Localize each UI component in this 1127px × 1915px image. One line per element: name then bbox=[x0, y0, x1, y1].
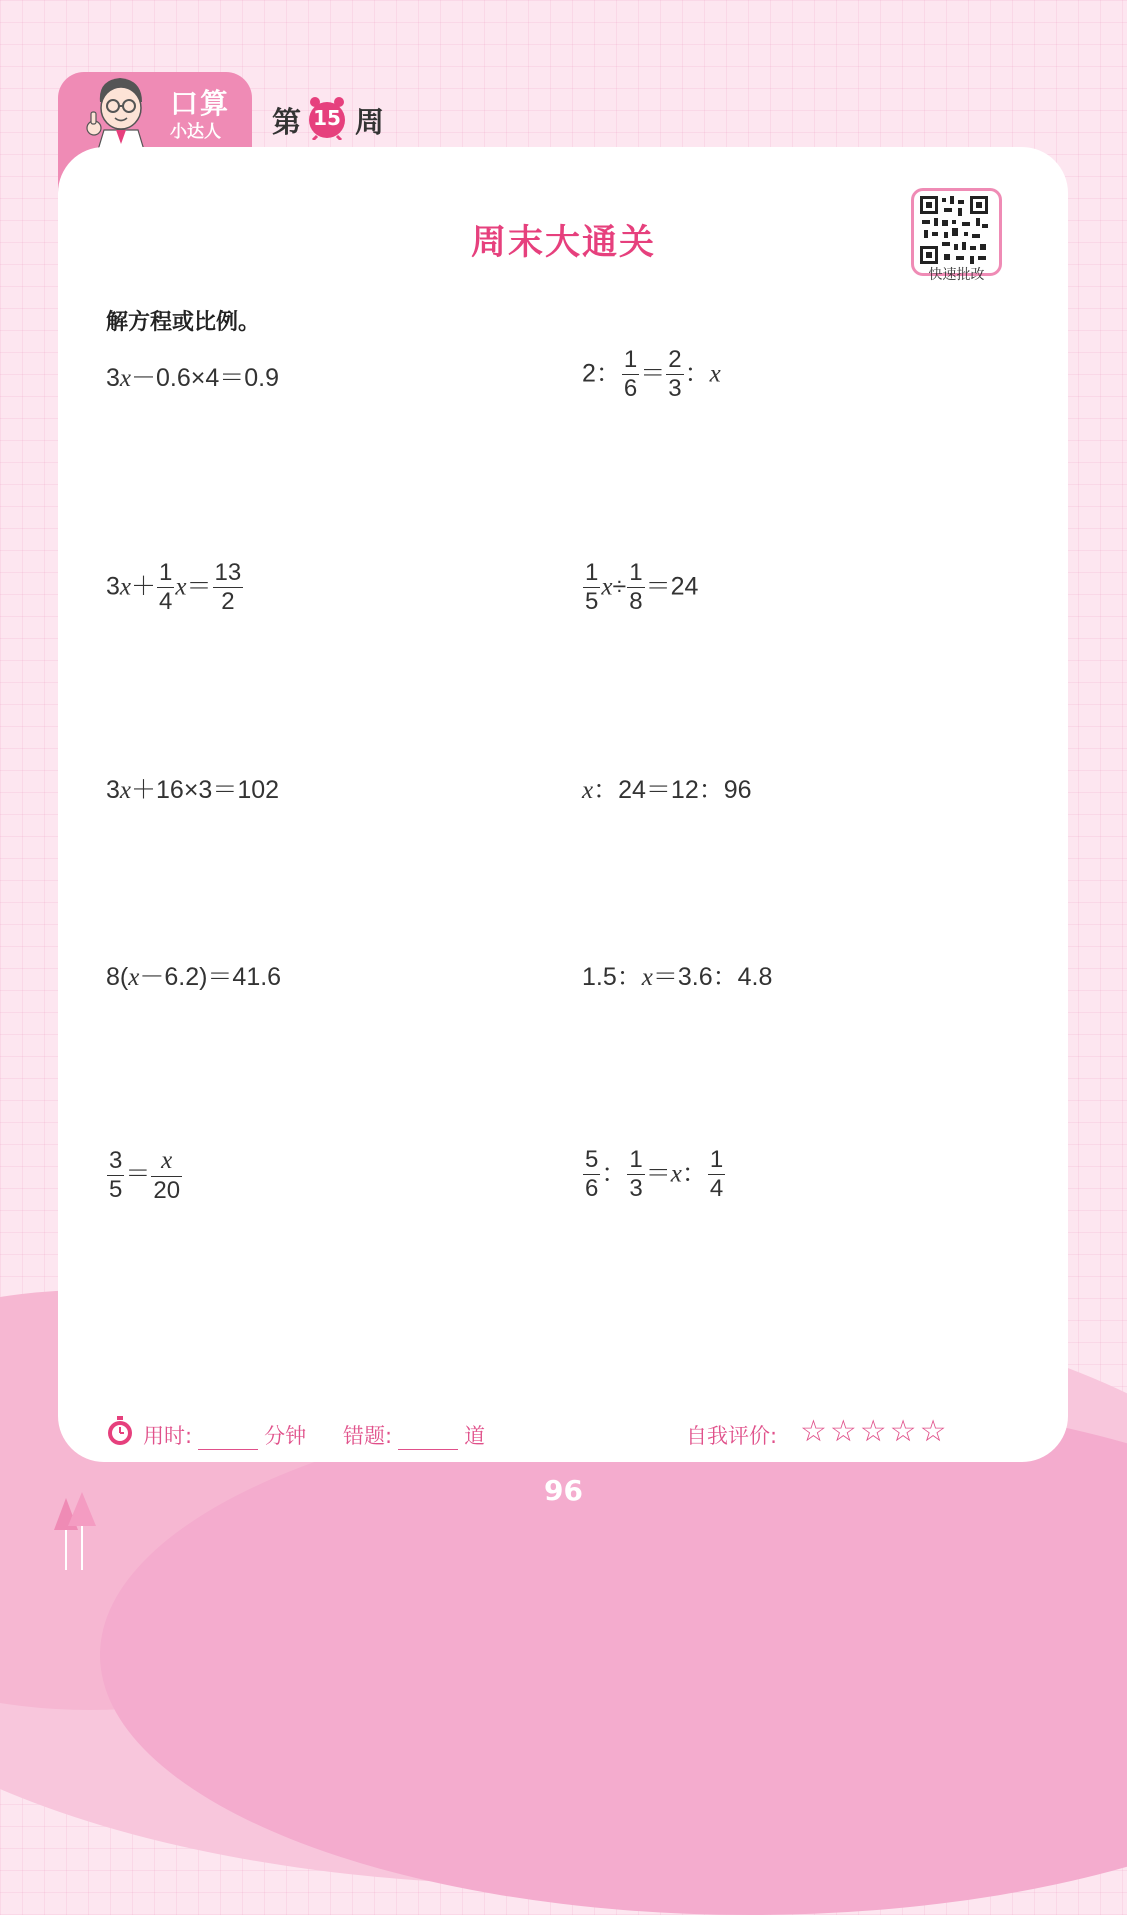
equation-text: ＋ bbox=[131, 572, 157, 601]
equation-4 bbox=[582, 560, 698, 616]
fraction: $\frac{1}{4}$ bbox=[709, 1146, 724, 1203]
equation-7 bbox=[106, 965, 281, 990]
equation-5 bbox=[106, 778, 279, 803]
equation-text: 1.5： bbox=[582, 963, 642, 991]
equation-text: 3 bbox=[106, 776, 120, 804]
equation-text: 8( bbox=[106, 963, 129, 991]
variable-x: x bbox=[119, 573, 132, 601]
fraction: $\frac{5}{6}$ bbox=[585, 1146, 599, 1203]
fraction: $\frac{1}{5}$ bbox=[585, 559, 599, 616]
equation-text: ：24＝12：96 bbox=[593, 776, 752, 804]
equation-text: ： bbox=[681, 1159, 707, 1188]
week-suffix: 周 bbox=[355, 105, 385, 139]
equation-text: 3 bbox=[106, 364, 120, 392]
errors-blank[interactable] bbox=[398, 1431, 458, 1450]
equation-text: 2： bbox=[582, 359, 621, 388]
equation-text: 3 bbox=[106, 572, 120, 601]
equation-10 bbox=[582, 1147, 726, 1203]
rating-stars[interactable]: ☆☆☆☆☆ bbox=[800, 1414, 950, 1449]
fraction: $\frac{1}{3}$ bbox=[629, 1146, 643, 1203]
time-label: 用时: bbox=[143, 1424, 193, 1448]
equation-6 bbox=[582, 778, 752, 803]
variable-x: x bbox=[670, 1160, 682, 1188]
variable-x: x bbox=[119, 777, 132, 804]
qr-code-icon[interactable] bbox=[918, 194, 990, 266]
equation-text: ： bbox=[684, 359, 710, 388]
variable-x: x bbox=[601, 573, 613, 601]
variable-x: x bbox=[709, 360, 721, 388]
equation-text: ＋16×3＝102 bbox=[131, 776, 280, 804]
fraction: $\frac{1}{4}$ bbox=[159, 559, 173, 616]
errors-label: 错题: bbox=[343, 1424, 393, 1448]
page-number: 96 bbox=[544, 1474, 583, 1507]
fraction: $\frac{1}{8}$ bbox=[629, 559, 643, 616]
equation-text: ＝ bbox=[186, 572, 212, 601]
variable-x: x bbox=[175, 573, 187, 601]
equation-8 bbox=[582, 965, 772, 990]
worksheet-card bbox=[58, 147, 1068, 1462]
equation-text: ＝3.6：4.8 bbox=[652, 963, 773, 991]
brand-title: 口算 bbox=[170, 87, 231, 120]
fraction: $\frac{13}{2}$ bbox=[214, 559, 242, 616]
variable-x: x bbox=[582, 777, 594, 804]
variable-x: x bbox=[119, 365, 132, 392]
equation-text: －0.6×4＝0.9 bbox=[131, 364, 280, 392]
equation-text: ＝ bbox=[125, 1160, 151, 1189]
qr-label: 快速批改 bbox=[928, 267, 985, 283]
instruction: 解方程或比例。 bbox=[106, 310, 261, 335]
fraction: $\frac{3}{5}$ bbox=[109, 1146, 123, 1203]
time-field bbox=[143, 1420, 306, 1450]
equation-text: ＝24 bbox=[645, 572, 699, 601]
self-eval-label: 自我评价: bbox=[686, 1424, 778, 1448]
equation-2 bbox=[582, 347, 721, 403]
errors-unit: 道 bbox=[464, 1424, 486, 1448]
time-unit: 分钟 bbox=[264, 1424, 307, 1448]
equation-1 bbox=[106, 366, 279, 391]
equation-3 bbox=[106, 560, 244, 616]
fraction: $\frac{1}{6}$ bbox=[623, 346, 638, 403]
stopwatch-icon bbox=[106, 1416, 134, 1446]
variable-x: x bbox=[128, 964, 140, 991]
week-number: 15 bbox=[313, 106, 341, 130]
equation-text: ＝ bbox=[645, 1159, 671, 1188]
week-prefix: 第 bbox=[272, 105, 302, 139]
equation-text: －6.2)＝41.6 bbox=[139, 963, 282, 991]
equation-text: ÷ bbox=[612, 572, 627, 601]
fraction: $\frac{2}{3}$ bbox=[668, 346, 682, 403]
equation-text: ： bbox=[601, 1159, 627, 1188]
time-blank[interactable] bbox=[198, 1431, 258, 1450]
errors-field bbox=[343, 1420, 485, 1450]
page-title: 周末大通关 bbox=[470, 223, 656, 263]
variable-x: x bbox=[641, 964, 653, 991]
equation-text: ＝ bbox=[640, 359, 666, 388]
brand-subtitle: 小达人 bbox=[170, 122, 221, 142]
mascot-icon bbox=[80, 74, 162, 150]
equation-9 bbox=[106, 1147, 183, 1204]
fraction: $\frac{x}{20}$ bbox=[153, 1147, 181, 1204]
variable-x: x bbox=[161, 1147, 173, 1174]
